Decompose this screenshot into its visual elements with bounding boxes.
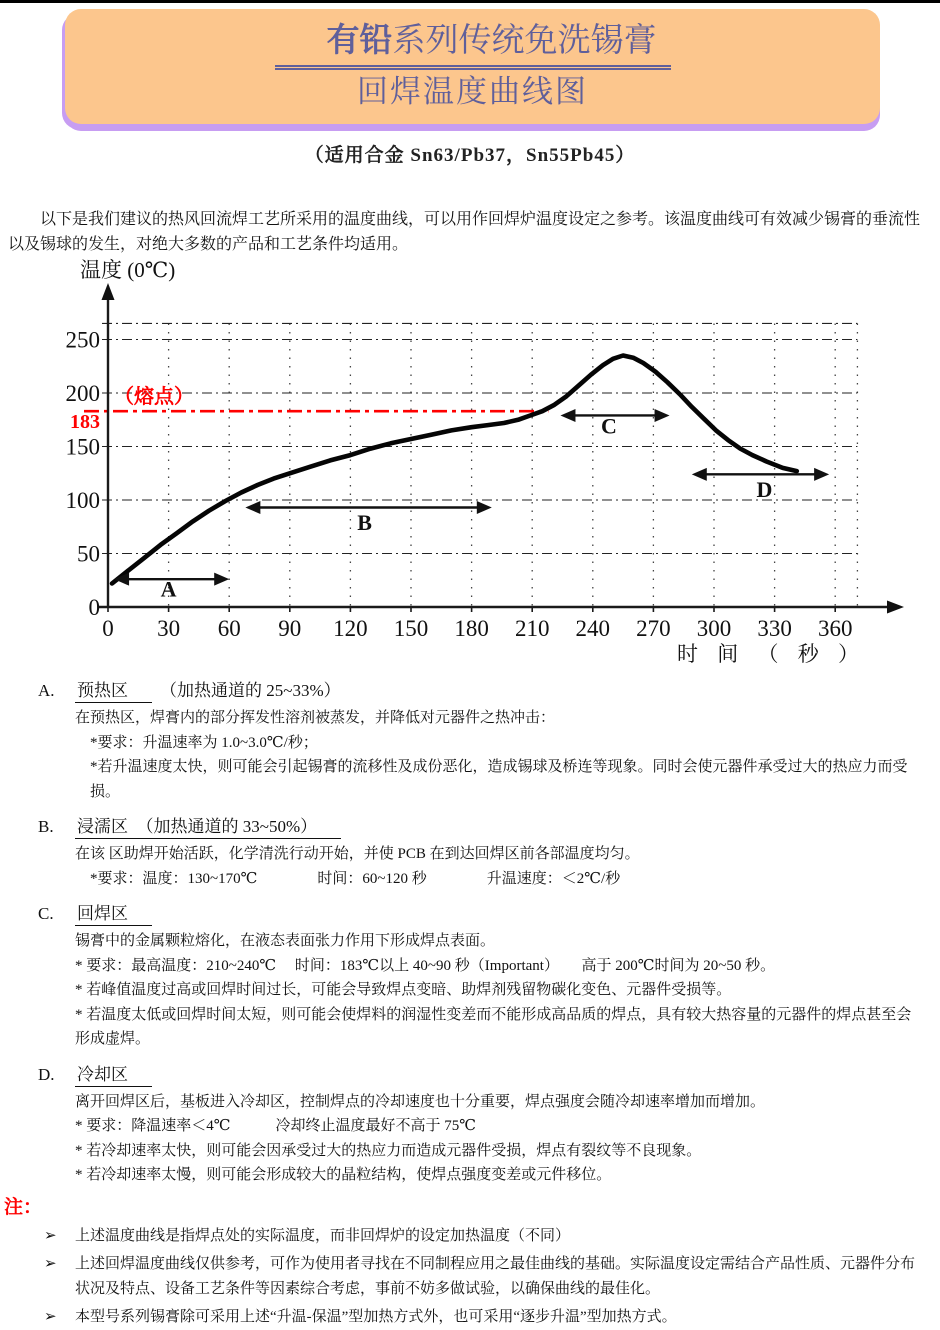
section-id: C.: [38, 904, 54, 923]
x-tick-label: 270: [636, 616, 671, 641]
alloy-subtitle: （适用合金 Sn63/Pb37，Sn55Pb45）: [304, 145, 636, 166]
main-title: [65, 19, 880, 70]
section-d: [0, 1060, 940, 1188]
section-c: [0, 899, 940, 1052]
temperature-curve: [112, 356, 797, 584]
section-line: * 要求：降温速率＜4℃ 冷却终止温度最好不高于 75℃: [75, 1118, 477, 1134]
zone-arrowhead-right: [655, 409, 670, 422]
x-tick-label: 300: [696, 616, 732, 641]
section-line: 在该 区助焊开始活跃，化学清洗行动开始，并使 PCB 在到达回焊区前各部温度均匀。: [75, 846, 640, 862]
section-body: [0, 842, 940, 891]
note-text: 本型号系列锡膏除可采用上述“升温-保温”型加热方式外，也可采用“逐步升温”型加热方式。: [75, 1309, 677, 1325]
title-rest-part: 系列传统免洗锡膏: [392, 23, 657, 59]
zone-arrowhead-left: [245, 501, 260, 514]
section-line: *要求：升温速率为 1.0~3.0℃/秒；: [90, 734, 318, 751]
section-line: * 要求：最高温度：210~240℃ 时间：183℃以上 40~90 秒（Important） 高于 200℃时间为 20~50 秒。: [75, 957, 776, 974]
sub-title: 回焊温度曲线图: [357, 74, 588, 109]
section-line: 离开回焊区后，基板进入冷却区，控制焊点的冷却速度也十分重要，焊点强度会随冷却速率增加而增加。: [75, 1093, 766, 1110]
sections: [0, 676, 940, 1188]
x-tick-label: 60: [217, 616, 241, 641]
note-item: [44, 1252, 926, 1301]
section-id: D.: [38, 1064, 55, 1084]
section-heading-suffix: （加热通道的 25~33%）: [160, 681, 341, 700]
x-tick-label: 30: [157, 616, 181, 641]
x-tick-label: 240: [575, 616, 611, 641]
section-line: 在预热区，焊膏内的部分挥发性溶剂被蒸发，并降低对元器件之热冲击：: [75, 710, 556, 726]
note-item: [44, 1224, 926, 1249]
section-heading: 浸濡区 （加热通道的 33~50%）: [75, 817, 341, 839]
header-box: [65, 9, 880, 124]
section-line: * 若冷却速率太快，则可能会因承受过大的热应力而造成元器件受损，焊点有裂纹等不良现象。: [75, 1142, 702, 1159]
section-line: *若升温速度太快，则可能会引起锡膏的流移性及成份恶化，造成锡球及桥连等现象。同时会使元器件承受过大的热应力而受损。: [90, 759, 908, 800]
x-tick-label: 180: [454, 616, 489, 641]
y-tick-label: 0: [88, 595, 100, 620]
zone-label-C: C: [601, 413, 617, 439]
notes: [0, 1196, 940, 1330]
reflow-chart: [50, 259, 940, 668]
section-line: 锡膏中的金属颗粒熔化，在液态表面张力作用下形成焊点表面。: [75, 933, 496, 949]
y-tick-label: 50: [77, 541, 100, 567]
section-line: * 若温度太低或回焊时间太短，则可能会使焊料的润湿性变差而不能形成高品质的焊点，具有较大热容量的元器件的焊点甚至会形成虚焊。: [75, 1006, 912, 1047]
notes-label: 注：: [4, 1196, 43, 1218]
section-a: [0, 676, 940, 804]
section-body: [0, 929, 940, 1052]
zone-arrowhead-left: [560, 409, 575, 422]
reflow-chart-svg: [50, 258, 936, 666]
section-heading-row: [38, 812, 940, 837]
zone-arrowhead-left: [692, 468, 707, 481]
note-item: [44, 1305, 926, 1330]
section-body: [0, 706, 940, 804]
x-tick-label: 210: [514, 616, 550, 641]
note-text: 上述温度曲线是指焊点处的实际温度，而非回焊炉的设定加热温度（不同）: [75, 1227, 571, 1244]
zone-label-B: B: [357, 509, 372, 535]
note-text: 上述回焊温度曲线仅供参考，可作为使用者寻找在不同制程应用之最佳曲线的基础。实际温度设定需结合产品性质、元器件分布状况及特点、设备工艺条件等因素综合考虑，事前不妨多做试验，以确保曲线的最佳化。: [75, 1256, 916, 1297]
section-line: * 若冷却速率太慢，则可能会形成较大的晶粒结构，使焊点强度变差或元件移位。: [75, 1167, 612, 1183]
y-tick-label: 200: [65, 381, 100, 406]
y-tick-label: 100: [65, 488, 100, 513]
zone-arrowhead-right: [477, 501, 492, 514]
section-heading-row: [38, 899, 940, 924]
y-tick-label: 250: [65, 327, 100, 353]
title-bold-part: 有铅: [326, 23, 393, 59]
intro-paragraph: 以下是我们建议的热风回流焊工艺所采用的温度曲线，可以用作回焊炉温度设定之参考。该温度曲线可有效减少锡膏的垂流性以及锡球的发生，对绝大多数的产品和工艺条件均适用。: [8, 211, 921, 253]
section-heading-row: [38, 1060, 940, 1085]
section-heading: 回焊区: [75, 904, 152, 926]
section-b: [0, 812, 940, 891]
note-bullet-icon: ➢: [44, 1227, 57, 1244]
x-tick-label: 0: [102, 616, 114, 641]
section-id: A.: [38, 681, 55, 700]
zone-arrowhead-right: [214, 573, 229, 586]
section-heading: 冷却区: [75, 1065, 152, 1087]
notes-list: [0, 1224, 940, 1330]
zone-label-A: A: [160, 576, 177, 602]
section-heading-row: [38, 676, 940, 701]
x-tick-label: 90: [278, 616, 302, 641]
y-tick-label: 150: [65, 434, 100, 460]
section-id: B.: [38, 817, 54, 836]
section-line: * 若峰值温度过高或回焊时间过长，可能会导致焊点变暗、助焊剂残留物碳化变色、元器件受损等。: [75, 982, 732, 998]
y-axis-title: 温度 (0℃): [80, 258, 176, 282]
x-tick-label: 330: [757, 616, 792, 641]
x-axis-arrowhead: [887, 601, 904, 614]
note-bullet-icon: ➢: [44, 1309, 57, 1325]
note-bullet-icon: ➢: [44, 1256, 57, 1272]
zone-arrowhead-right: [814, 468, 829, 481]
x-tick-label: 150: [393, 616, 429, 641]
x-tick-label: 360: [817, 616, 853, 641]
section-body: [0, 1090, 940, 1188]
melting-point-value: 183: [70, 411, 100, 434]
x-tick-label: 120: [333, 616, 368, 641]
y-axis-arrowhead: [102, 283, 115, 300]
section-line: *要求：温度：130~170℃ 时间：60~120 秒 升温速度：＜2℃/秒: [90, 870, 621, 887]
section-heading: 预热区: [75, 681, 152, 703]
melting-point-label: （熔点）: [114, 386, 194, 409]
zone-label-D: D: [756, 476, 773, 502]
title-underline: [275, 19, 671, 70]
x-axis-title: 时 间 （ 秒 ）: [677, 642, 866, 666]
